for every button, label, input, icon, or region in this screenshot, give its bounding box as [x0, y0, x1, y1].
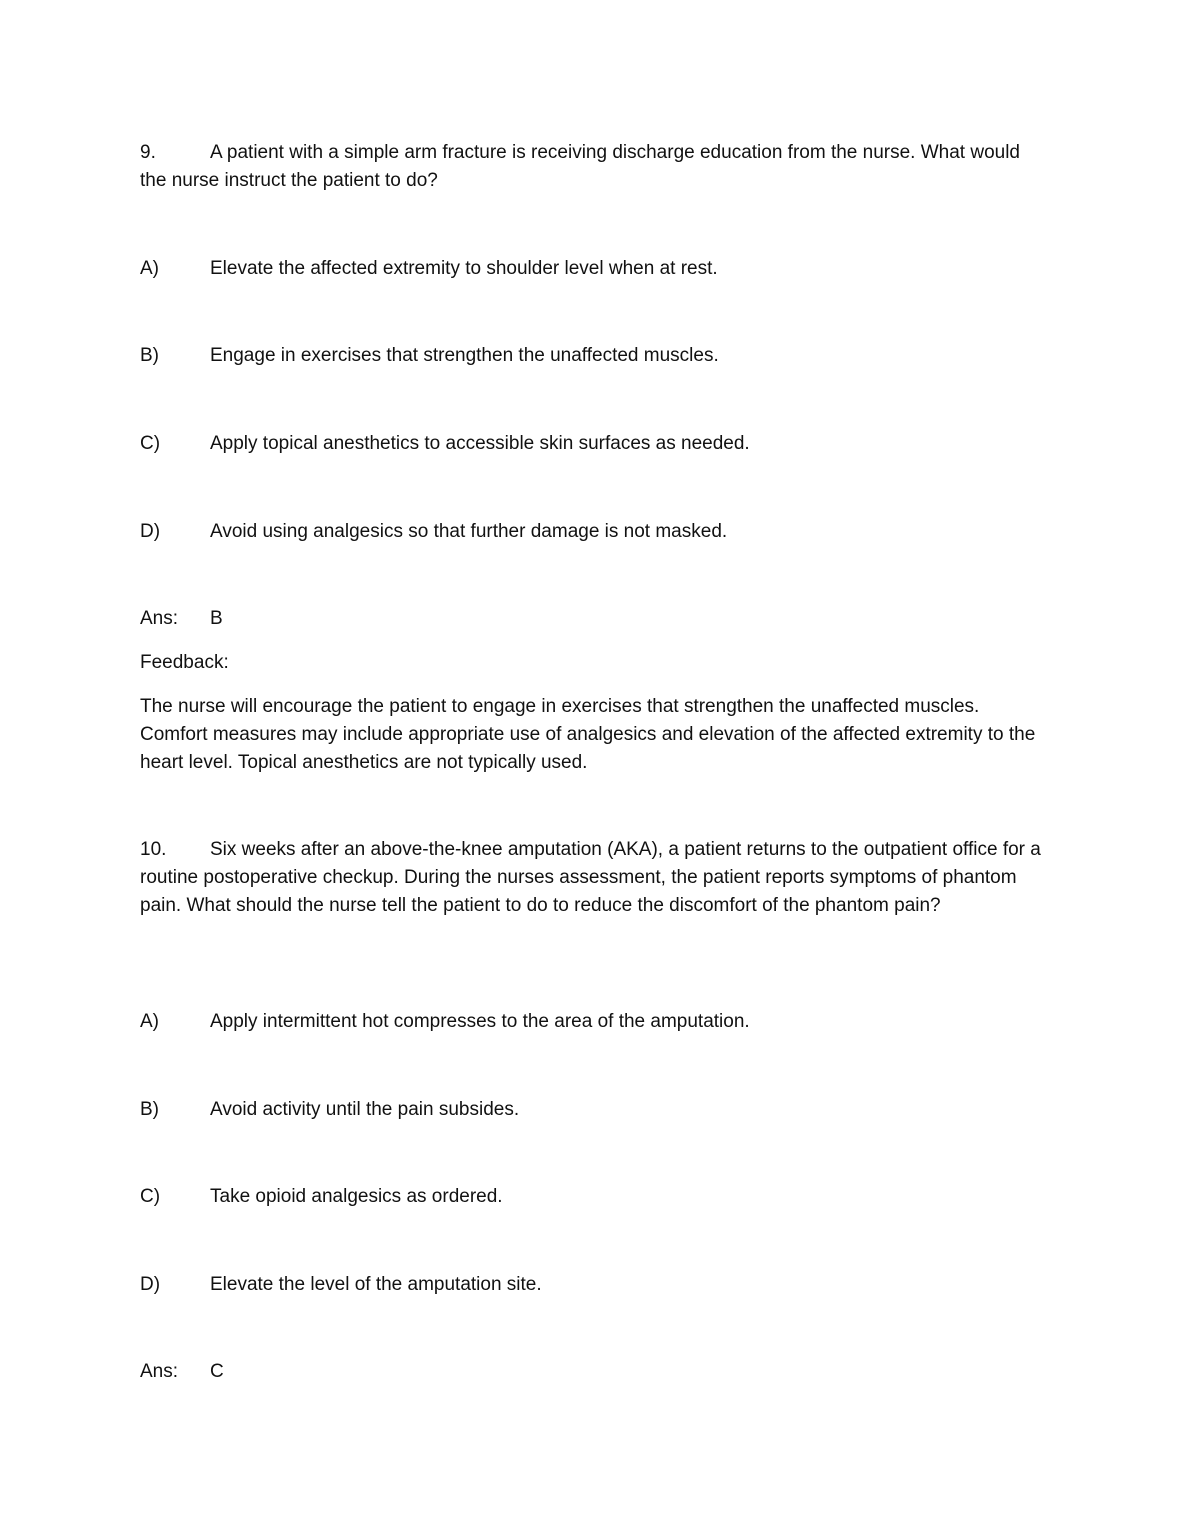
- q9-answer: [140, 605, 223, 633]
- answer-value: C: [210, 1361, 224, 1382]
- option-label: D): [140, 521, 161, 542]
- option-text: Engage in exercises that strengthen the unaffected muscles.: [210, 345, 719, 366]
- option-text: Apply topical anesthetics to accessible skin surfaces as needed.: [210, 433, 750, 454]
- q9-option-c: [140, 430, 750, 458]
- q10-option-c: [140, 1183, 503, 1211]
- q9-option-a: [140, 255, 718, 283]
- q9-option-b: [140, 342, 719, 370]
- q10-option-b: [140, 1096, 519, 1124]
- question-10-stem: [140, 836, 1045, 920]
- question-text: Six weeks after an above-the-knee amputation (AKA), a patient returns to the outpatient office for a routine postoperative checkup. During the nurses assessment, the patient reports symptoms of phantom pain. What should the nurse tell the patient to do to reduce the discomfort of the phantom pain?: [140, 839, 1041, 916]
- q9-feedback-label: Feedback:: [140, 652, 229, 673]
- option-label: D): [140, 1274, 161, 1295]
- option-label: B): [140, 345, 159, 366]
- q10-option-a: [140, 1008, 750, 1036]
- q9-feedback-text: The nurse will encourage the patient to engage in exercises that strengthen the unaffected muscles. Comfort measures may include appropriate use of analgesics and elevation of the affected extremity to the heart level. Topical anesthetics are not typically used.: [140, 696, 1036, 773]
- answer-label: Ans:: [140, 608, 179, 629]
- q10-answer: [140, 1358, 224, 1386]
- answer-value: B: [210, 608, 223, 629]
- option-text: Apply intermittent hot compresses to the area of the amputation.: [210, 1011, 750, 1032]
- question-number: 9.: [140, 142, 156, 163]
- option-text: Avoid activity until the pain subsides.: [210, 1099, 520, 1120]
- option-label: C): [140, 1186, 161, 1207]
- q10-option-d: [140, 1271, 542, 1299]
- option-label: C): [140, 433, 161, 454]
- q9-option-d: [140, 518, 727, 546]
- question-9-stem: [140, 139, 1045, 195]
- option-label: B): [140, 1099, 159, 1120]
- answer-label: Ans:: [140, 1361, 179, 1382]
- option-text: Elevate the level of the amputation site.: [210, 1274, 542, 1295]
- option-text: Elevate the affected extremity to shoulder level when at rest.: [210, 258, 718, 279]
- option-text: Take opioid analgesics as ordered.: [210, 1186, 503, 1207]
- question-number: 10.: [140, 839, 167, 860]
- option-label: A): [140, 258, 159, 279]
- option-label: A): [140, 1011, 159, 1032]
- question-text: A patient with a simple arm fracture is receiving discharge education from the nurse. What would the nurse instruct the patient to do?: [140, 142, 1020, 191]
- option-text: Avoid using analgesics so that further damage is not masked.: [210, 521, 728, 542]
